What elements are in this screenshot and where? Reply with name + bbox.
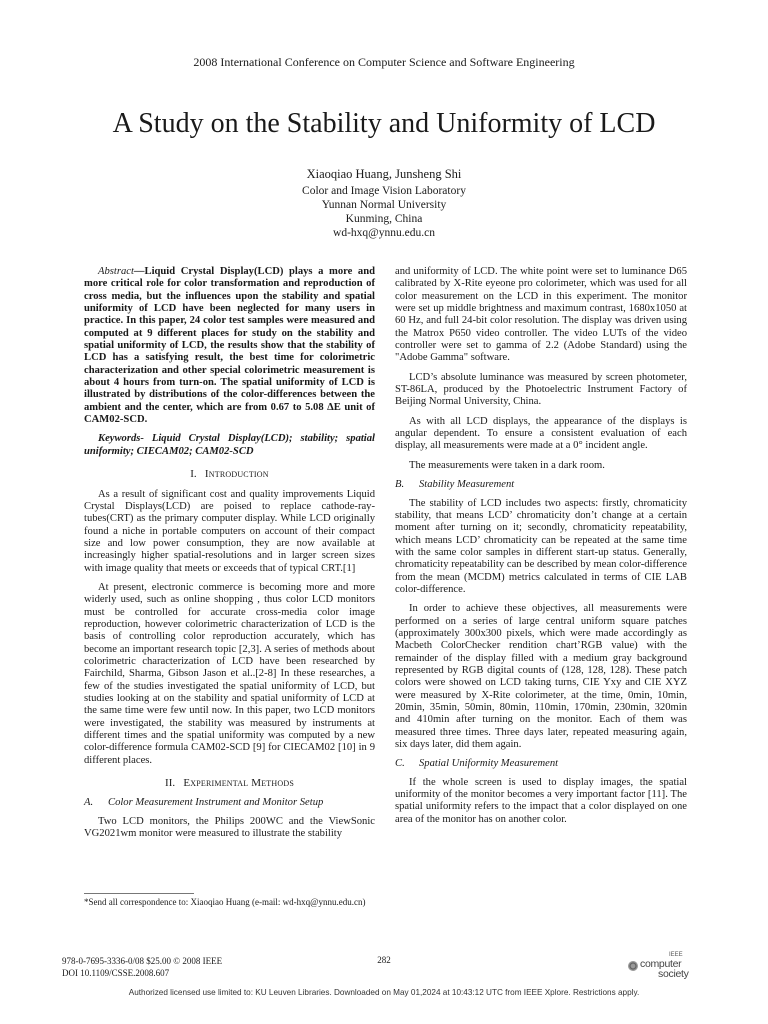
- intro-paragraph-2: At present, electronic commerce is becoming more and more widerly used, such as online shopping , thus color LCD monitors must be controlled for accurate cross-media color image reproduction, however colorimetric characterization of LCD is the basis of controlling color reproduction accurately, which has become an important research topic [2,3]. A series of methods about colorimetric characterization of LCD have been researched by Fairchild, Sharma, Gibson Jason et al..[2-8] In these researches, a few of the studies investigated the spatial uniformity of LCD, but studies looking at on the stability and spatial uniformity of LCD at the same time were few until now. In this paper, two LCD monitors were investigated, the stability was measured by instruments at different times and the spatial uniformity was computed by a new color-difference formula CAM02-SCD [9] for CIECAM02 [10] in 9 different places.: [84, 581, 375, 766]
- subsection-heading-c: [395, 758, 687, 770]
- footer-identifiers: [62, 955, 222, 979]
- subsection-title: Color Measurement Instrument and Monitor Setup: [108, 797, 324, 809]
- subsection-label: A.: [84, 797, 94, 809]
- license-notice: Authorized licensed use limited to: KU Leuven Libraries. Downloaded on May 01,2024 at 10:43:12 UTC from IEEE Xplore. Restrictions apply.: [128, 988, 640, 997]
- section-number: II.: [165, 777, 176, 790]
- subsection-title: Stability Measurement: [419, 479, 515, 491]
- right-column: [395, 266, 687, 833]
- affiliation-lab: Color and Image Vision Laboratory: [302, 185, 466, 197]
- keywords: Keywords- Liquid Crystal Display(LCD); stability; spatial uniformity; CIECAM02; CAM02-SCD: [84, 433, 375, 457]
- conference-header: 2008 International Conference on Computer Science and Software Engineering: [193, 55, 575, 69]
- section-heading-methods: [84, 777, 375, 789]
- section-title: Experimental Methods: [183, 777, 294, 790]
- section-heading-introduction: [84, 468, 375, 480]
- affiliation-email: wd-hxq@ynnu.edu.cn: [333, 227, 435, 239]
- subsection-title: Spatial Uniformity Measurement: [419, 758, 559, 770]
- doi-line: DOI 10.1109/CSSE.2008.607: [62, 968, 170, 978]
- footnote: *Send all correspondence to: Xiaoqiao Huang (e-mail: wd-hxq@ynnu.edu.cn): [84, 897, 366, 907]
- methods-paragraph-a3: As with all LCD displays, the appearance of the displays is angular dependent. To ensure a consistent evaluation of each display, all measurements were made at a 0° incident angle.: [395, 415, 687, 452]
- section-number: I.: [190, 468, 197, 481]
- stability-paragraph-2: In order to achieve these objectives, all measurements were performed on a series of large central uniform square patches (approximately 300x300 pixels, which were made accordingly as Macbeth ColorChecker rendition chart’RGB value) with the remainder of the display filled with a medium gray background represented by RGB digital counts of (128, 128, 128). These patch colors were showed on LCD taking turns, CIE Yxy and CIE XYZ were measured by X-Rite colorimeter, at the time, 0min, 10min, 20min, 35min, 50min, 80min, 110min, 170min, 230min, 320min and 410min after turning on the monitor. Each of them was measured three times. Three days later, repeated measuring again, six days later, did them again.: [395, 603, 687, 751]
- affiliation-university: Yunnan Normal University: [321, 199, 447, 211]
- paper-title: A Study on the Stability and Uniformity of LCD: [112, 108, 656, 139]
- methods-paragraph-a-continued: and uniformity of LCD. The white point were set to luminance D65 calibrated by X-Rite eyeone pro colorimeter, which was used for all color measurement on the LCD in this experiment. The monitor were set up middle brightness and maximum contrast, 1680x1050 at 60 Hz, and full 24-bit color resolution. The display was driven using the Matrox P650 video controller. The video LUTs of the video controller were set to gamma of 2.2 (Adobe Standard) using the "Adobe Gamma" software.: [395, 266, 687, 364]
- left-column: [84, 266, 375, 847]
- logo-society-text: society: [658, 968, 689, 980]
- paper-authors: Xiaoqiao Huang, Junsheng Shi: [306, 167, 462, 181]
- abstract-text: —Liquid Crystal Display(LCD) plays a more and more critical role for color transformation and reproduction of cross media, but the influences upon the stability and spatial uniformity of LCD have been neglected for many users in practice. In this paper, 24 color test samples were measured and computed at 9 different places for study on the stability and spatial uniformity of LCD, the results show that the stability of LCD has a satisfying result, the best time for colorimetric characterization and other special colorimetric measurement is about 4 hours from turn-on. The spatial uniformity of LCD is illustrated by distributions of the color-differences between the ambient and the center, which are from 0.67 to 5.08 ΔE unit of CAM02-SCD.: [84, 266, 375, 426]
- logo-ieee-text: IEEE: [669, 952, 683, 958]
- methods-paragraph-a4: The measurements were taken in a dark room.: [409, 459, 605, 471]
- isbn-line: 978-0-7695-3336-0/08 $25.00 © 2008 IEEE: [62, 956, 223, 966]
- stability-paragraph-1: The stability of LCD includes two aspects: firstly, chromaticity stability, that means LCD’ chromaticity don’t change at a certain moment after turning on it; secondly, chromaticity repeatability, which means LCD’ chromaticity can be repeated at the same time with the same color samples in different start-up status. Generally, chromaticity repeatability can be described by mean color-difference from the mean (MCDM) metrics calculated in terms of CIE LAB color-difference.: [395, 497, 687, 595]
- subsection-label: B.: [395, 479, 405, 491]
- page-number: 282: [377, 955, 391, 965]
- methods-paragraph-a2: LCD’s absolute luminance was measured by screen photometer, ST-86LA, produced by the Photoelectric Instrument Factory of Beijing Normal University, China.: [395, 371, 687, 408]
- uniformity-paragraph-1: If the whole screen is used to display images, the spatial uniformity of the monitor becomes a very important factor [11]. The spatial uniformity refers to the impact that a color displayed on one area of the monitor has on another color.: [395, 776, 687, 825]
- subsection-heading-a: [84, 797, 375, 809]
- abstract: [84, 266, 375, 426]
- ieee-computer-society-logo: [628, 952, 694, 980]
- globe-icon: [628, 961, 638, 971]
- subsection-heading-b: [395, 479, 687, 491]
- affiliation-city: Kunming, China: [345, 213, 423, 225]
- subsection-label: C.: [395, 758, 405, 770]
- footnote-rule: [84, 893, 194, 894]
- methods-paragraph-a: Two LCD monitors, the Philips 200WC and the ViewSonic VG2021wm monitor were measured to illustrate the stability: [84, 815, 375, 840]
- abstract-lead: Abstract: [98, 266, 134, 277]
- logo-computer-text: computer: [640, 958, 682, 970]
- section-title: Introduction: [204, 468, 269, 481]
- intro-paragraph-1: As a result of significant cost and quality improvements Liquid Crystal Displays(LCD) are poised to replace cathode-ray-tubes(CRT) as the primary computer display. While LCD originally found a niche in portable computers on account of their compact size and low power consumption, they are now available at increasingly higher spatial-resolutions and in larger screen sizes with image quality that meets or exceeds that of typical CRT.[1]: [84, 488, 375, 574]
